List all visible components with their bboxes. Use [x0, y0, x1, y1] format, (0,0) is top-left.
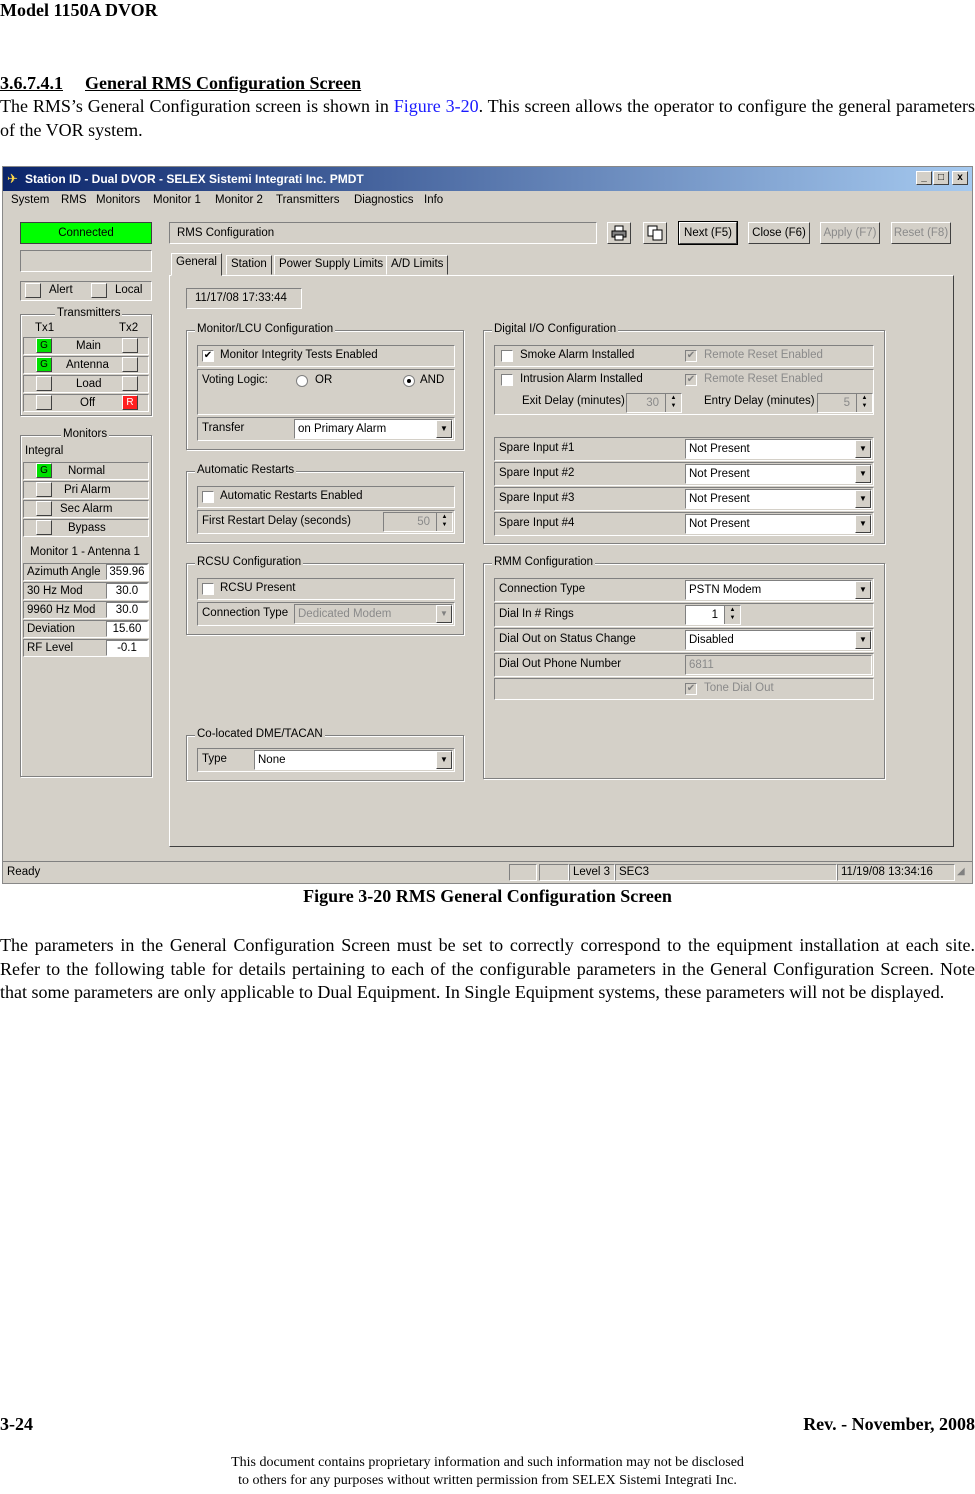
rcsu-group: [186, 556, 464, 635]
spare-input-label: Spare Input #2: [499, 467, 575, 479]
restart-delay-row: [197, 510, 455, 534]
reading-label: Deviation: [27, 623, 75, 635]
intro-text-b: . This screen allows the operator to configure the general parameters of the VOR system.: [0, 96, 975, 140]
rcsu-present-label: RCSU Present: [220, 582, 296, 594]
restart-delay-spinner[interactable]: [383, 512, 453, 532]
pmdt-window: [2, 166, 973, 884]
figure-caption: Figure 3-20 RMS General Configuration Screen: [303, 886, 672, 906]
tx-antenna-label: Antenna: [66, 359, 109, 371]
proprietary-notice: [0, 1454, 975, 1490]
digital-io-group: [483, 323, 885, 544]
section-number: 3.6.7.4.1: [0, 73, 63, 93]
reading-row: [23, 639, 149, 657]
section-heading: [0, 73, 361, 94]
disclaimer-line-1: This document contains proprietary information and such information may not be disclosed: [231, 1455, 744, 1470]
dme-type-label: Type: [202, 753, 227, 765]
menu-diagnostics[interactable]: Diagnostics: [354, 194, 414, 206]
spare-input-label: Spare Input #3: [499, 492, 575, 504]
status-datetime: 11/19/08 13:34:16: [837, 864, 955, 881]
voting-row: [197, 369, 455, 415]
monitor-row-pri-alarm: [23, 481, 149, 499]
menu-transmitters[interactable]: Transmitters: [276, 194, 340, 206]
exit-delay-label: Exit Delay (minutes): [522, 395, 625, 407]
restart-delay-label: First Restart Delay (seconds): [202, 515, 351, 527]
chevron-down-icon: ▼: [855, 515, 871, 533]
tab-power-supply-limits[interactable]: Power Supply Limits: [274, 255, 388, 275]
integral-label: Integral: [25, 445, 64, 457]
tab-strip: [169, 255, 955, 277]
chevron-down-icon: ▼: [855, 581, 871, 599]
menu-monitor-2[interactable]: Monitor 2: [215, 194, 263, 206]
section-title: General RMS Configuration Screen: [85, 73, 362, 93]
reading-label: 9960 Hz Mod: [27, 604, 96, 616]
transfer-select[interactable]: [294, 419, 453, 439]
status-ready: Ready: [7, 866, 41, 878]
tx-load-label: Load: [76, 378, 102, 390]
rcsu-conn-label: Connection Type: [202, 607, 289, 619]
spinner-arrows-icon: ▲ ▼: [856, 394, 872, 412]
next-button[interactable]: Next (F5): [679, 222, 737, 244]
spare-input-row: [494, 512, 874, 536]
exit-delay-value: 30: [646, 397, 659, 409]
disclaimer-line-2: to others for any purposes without written permission from SELEX Sistemi Integrati Inc.: [238, 1473, 737, 1488]
rmm-rings-label: Dial In # Rings: [499, 608, 574, 620]
rmm-dialout-row: [494, 628, 874, 652]
local-indicator: [91, 283, 107, 298]
monitors-group: [20, 428, 152, 777]
auto-restart-label: Automatic Restarts Enabled: [220, 490, 363, 502]
integrity-checkbox[interactable]: ✔: [203, 350, 213, 361]
spare-input-select[interactable]: [685, 464, 872, 484]
printer-icon: [611, 225, 627, 241]
reset-button[interactable]: Reset (F8): [891, 222, 951, 244]
app-icon: ✈: [7, 171, 18, 186]
reading-row: [23, 582, 149, 600]
smoke-reset-label: Remote Reset Enabled: [704, 349, 823, 361]
spare-input-select[interactable]: [685, 439, 872, 459]
connection-status: Connected: [20, 222, 152, 244]
rcsu-conn-row: [197, 602, 455, 626]
smoke-label: Smoke Alarm Installed: [520, 349, 635, 361]
pri-alarm-label: Pri Alarm: [64, 484, 111, 496]
chevron-down-icon: ▼: [855, 490, 871, 508]
reading-row: [23, 601, 149, 619]
close-icon[interactable]: x: [952, 171, 968, 185]
rmm-dialout-select[interactable]: [685, 630, 872, 650]
bypass-label: Bypass: [68, 522, 106, 534]
tone-dial-checkbox[interactable]: ✔: [686, 683, 696, 694]
automatic-restarts-group: [186, 464, 464, 543]
intrusion-checkbox[interactable]: [501, 374, 513, 386]
spinner-arrows-icon: ▲ ▼: [665, 394, 681, 412]
restart-delay-value: 50: [417, 516, 430, 528]
spare-input-value: Not Present: [689, 493, 750, 505]
voting-or-radio[interactable]: [296, 375, 308, 387]
status-sec: SEC3: [615, 864, 837, 881]
figure-link[interactable]: Figure 3-20: [393, 96, 479, 116]
rmm-conn-row: [494, 578, 874, 602]
voting-and-label: AND: [420, 374, 445, 386]
apply-button[interactable]: Apply (F7): [820, 222, 880, 244]
tx-row-antenna[interactable]: [23, 356, 149, 374]
spare-input-value: Not Present: [689, 518, 750, 530]
rcsu-conn-value: Dedicated Modem: [298, 608, 392, 620]
entry-delay-label: Entry Delay (minutes): [704, 395, 815, 407]
intrusion-label: Intrusion Alarm Installed: [520, 373, 643, 385]
normal-label: Normal: [68, 465, 106, 477]
tx1-antenna-indicator: G: [36, 357, 52, 372]
alert-label: Alert: [49, 284, 73, 296]
monitor-row-bypass: [23, 519, 149, 537]
chevron-down-icon: ▼: [436, 605, 452, 623]
minimize-icon[interactable]: _: [916, 171, 932, 185]
tx2-off-indicator: R: [122, 395, 138, 410]
spare-input-label: Spare Input #4: [499, 517, 575, 529]
rmm-conn-value: PSTN Modem: [689, 584, 762, 596]
dme-type-value: None: [258, 754, 286, 766]
digital-io-title: Digital I/O Configuration: [494, 323, 617, 335]
integrity-row: [197, 345, 455, 367]
print-button[interactable]: [607, 222, 631, 244]
intrusion-row: [494, 369, 874, 415]
copy-button[interactable]: [643, 222, 667, 244]
revision-date: Rev. - November, 2008: [803, 1414, 975, 1434]
chevron-down-icon: ▼: [436, 751, 452, 769]
rmm-tone-row: [494, 678, 874, 700]
maximize-icon[interactable]: □: [933, 171, 949, 185]
monitor-lcu-group: [186, 323, 464, 450]
copy-icon: [647, 225, 663, 241]
tab-ad-limits[interactable]: A/D Limits: [386, 255, 448, 275]
reading-value: 30.0: [106, 602, 148, 618]
status-bar: [3, 861, 972, 883]
tx-row-main[interactable]: [23, 337, 149, 355]
tx2-label: Tx2: [119, 322, 139, 334]
status-cell-blank: [539, 864, 569, 881]
chevron-down-icon: ▼: [436, 420, 452, 438]
status-level: Level 3: [569, 864, 615, 881]
spare-input-row: [494, 462, 874, 486]
tab-general[interactable]: General: [171, 253, 222, 276]
automatic-restarts-title: Automatic Restarts: [197, 464, 295, 476]
config-timestamp: 11/17/08 17:33:44: [186, 288, 302, 309]
spinner-arrows-icon: ▲ ▼: [436, 513, 452, 531]
tx-off-label: Off: [80, 397, 96, 409]
reading-value: -0.1: [106, 640, 148, 656]
spare-input-label: Spare Input #1: [499, 442, 575, 454]
rmm-dialout-label: Dial Out on Status Change: [499, 633, 636, 645]
menu-system[interactable]: System: [11, 194, 50, 206]
chevron-down-icon: ▼: [855, 465, 871, 483]
auto-restart-checkbox[interactable]: [202, 491, 214, 503]
reading-label: 30 Hz Mod: [27, 585, 83, 597]
chevron-down-icon: ▼: [855, 631, 871, 649]
tx2-antenna-indicator: [122, 357, 138, 372]
dme-type-row: [197, 748, 455, 772]
sec-alarm-indicator: [36, 501, 52, 516]
general-tab-panel: [169, 275, 954, 847]
reading-value: 359.96: [106, 564, 148, 580]
exit-delay-spinner[interactable]: [626, 393, 682, 413]
window-titlebar: [3, 167, 972, 191]
close-button[interactable]: Close (F6): [748, 222, 810, 244]
rmm-rings-value: 1: [711, 609, 718, 621]
resize-grip-icon[interactable]: ◢: [957, 866, 965, 877]
document-header: Model 1150A DVOR: [0, 0, 158, 20]
spare-input-row: [494, 437, 874, 461]
pri-alarm-indicator: [36, 482, 52, 497]
window-title: Station ID - Dual DVOR - SELEX Sistemi Integrati Inc. PMDT: [25, 172, 364, 186]
intro-paragraph: [0, 95, 975, 142]
spare-input-select[interactable]: [685, 514, 872, 534]
integrity-label: Monitor Integrity Tests Enabled: [220, 349, 378, 361]
tone-dial-label: Tone Dial Out: [704, 682, 774, 694]
menu-monitors[interactable]: Monitors: [96, 194, 141, 206]
transmitters-title: Transmitters: [57, 307, 121, 319]
monitors-title: Monitors: [63, 428, 108, 440]
bypass-indicator: [36, 520, 52, 535]
entry-delay-spinner[interactable]: [817, 393, 873, 413]
tx1-label: Tx1: [35, 322, 55, 334]
voting-and-radio[interactable]: [403, 375, 415, 387]
dme-title: Co-located DME/TACAN: [197, 728, 323, 740]
chevron-down-icon: ▼: [855, 440, 871, 458]
dme-type-select[interactable]: [254, 750, 453, 770]
intrusion-reset-label: Remote Reset Enabled: [704, 373, 823, 385]
tx-main-label: Main: [76, 340, 101, 352]
local-label: Local: [115, 284, 143, 296]
rcsu-conn-select[interactable]: [294, 604, 453, 624]
rcsu-present-row: [197, 578, 455, 600]
smoke-checkbox[interactable]: [501, 350, 513, 362]
tx2-load-indicator: [122, 376, 138, 391]
transfer-row: [197, 417, 455, 441]
monitor-row-sec-alarm: [23, 500, 149, 518]
rmm-phone-row: [494, 653, 874, 677]
status-cell-blank: [509, 864, 537, 881]
spinner-arrows-icon: ▲ ▼: [724, 606, 740, 624]
reading-value: 30.0: [106, 583, 148, 599]
normal-indicator: G: [36, 463, 52, 478]
transfer-value: on Primary Alarm: [298, 423, 387, 435]
reading-row: [23, 563, 149, 581]
rmm-phone-input[interactable]: 6811: [685, 655, 872, 675]
body-paragraph: The parameters in the General Configuration Screen must be set to correctly correspond to the equipment installation at each site. Refer to the following table for details pertaining to each of the configurable parameters in the General Configuration Screen. Note that some parameters are only applicable to Dual Equipment. In Single Equipment systems, these parameters will not be displayed.: [0, 935, 975, 1002]
voting-label: Voting Logic:: [202, 374, 268, 386]
smoke-reset-checkbox[interactable]: ✔: [686, 350, 696, 361]
transmitters-group: [20, 307, 152, 416]
page-number: 3-24: [0, 1414, 33, 1434]
voting-or-label: OR: [315, 374, 333, 386]
status-blank: [20, 250, 152, 272]
rmm-rings-row: [494, 603, 874, 627]
smoke-row: [494, 345, 874, 367]
tx1-off-indicator: [36, 395, 52, 410]
auto-restart-row: [197, 486, 455, 508]
tx2-main-indicator: [122, 338, 138, 353]
reading-value: 15.60: [106, 621, 148, 637]
menu-bar: [3, 191, 972, 211]
reading-label: Azimuth Angle: [27, 566, 101, 578]
screen-name-field: RMS Configuration: [169, 222, 597, 244]
rmm-title: RMM Configuration: [494, 556, 594, 568]
rcsu-title: RCSU Configuration: [197, 556, 302, 568]
spare-input-value: Not Present: [689, 443, 750, 455]
reading-row: [23, 620, 149, 638]
tx1-load-indicator: [36, 376, 52, 391]
reading-label: RF Level: [27, 642, 74, 654]
spare-input-select[interactable]: [685, 489, 872, 509]
spare-input-value: Not Present: [689, 468, 750, 480]
rmm-group: [483, 556, 885, 779]
intrusion-reset-checkbox[interactable]: ✔: [686, 374, 696, 385]
rmm-dialout-value: Disabled: [689, 634, 734, 646]
menu-rms[interactable]: RMS: [61, 194, 87, 206]
rcsu-present-checkbox[interactable]: [202, 583, 214, 595]
alert-indicator: [25, 283, 41, 298]
dme-group: [186, 728, 464, 781]
monitor-lcu-title: Monitor/LCU Configuration: [197, 323, 334, 335]
sec-alarm-label: Sec Alarm: [60, 503, 113, 515]
intro-text-a: The RMS’s General Configuration screen is shown in: [0, 96, 389, 116]
rmm-phone-label: Dial Out Phone Number: [499, 658, 622, 670]
tx1-main-indicator: G: [36, 338, 52, 353]
tx-row-load[interactable]: [23, 375, 149, 393]
entry-delay-value: 5: [843, 397, 850, 409]
rmm-conn-label: Connection Type: [499, 583, 586, 595]
menu-info[interactable]: Info: [424, 194, 444, 206]
spare-input-row: [494, 487, 874, 511]
tx-row-off[interactable]: [23, 394, 149, 412]
rmm-conn-select[interactable]: [685, 580, 872, 600]
monitor-heading: Monitor 1 - Antenna 1: [30, 546, 140, 558]
menu-monitor-1[interactable]: Monitor 1: [153, 194, 201, 206]
rmm-rings-spinner[interactable]: [685, 605, 741, 625]
tab-station[interactable]: Station: [226, 255, 272, 275]
alert-local-row: [20, 281, 152, 301]
transfer-label: Transfer: [202, 422, 245, 434]
monitor-row-normal: [23, 462, 149, 480]
